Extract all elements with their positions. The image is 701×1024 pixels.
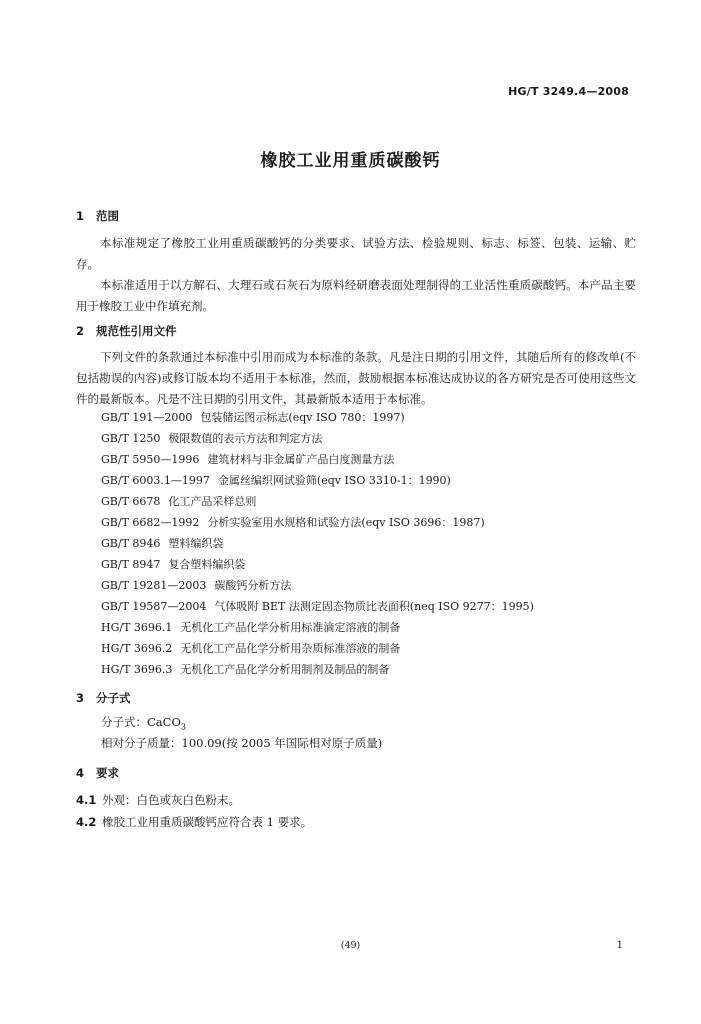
section-number: 3 [76,691,85,705]
scope-paragraph-2: 本标准适用于以方解石、大理石或石灰石为原料经研磨表面处理制得的工业活性重质碳酸钙。本产品主要用于橡胶工业中作填充剂。 [76,278,636,313]
reference-title: 建筑材料与非金属矿产品白度测量方法 [207,453,395,466]
clause-text: 外观：白色或灰白色粉末。 [102,793,240,807]
clause-number: 4.1 [76,793,97,807]
scope-paragraph-1: 本标准规定了橡胶工业用重质碳酸钙的分类要求、试验方法、检验规则、标志、标签、包装、运输、贮存。 [76,236,636,271]
reference-title: 极限数值的表示方法和判定方法 [168,432,323,445]
reference-title: 复合塑料编织袋 [168,558,246,571]
reference-item [101,472,451,488]
reference-title: 塑料编织袋 [168,537,224,550]
clause-number: 4.2 [76,815,97,829]
reference-item [101,556,245,572]
clause-text: 橡胶工业用重质碳酸钙应符合表 1 要求。 [102,815,313,829]
document-title: 橡胶工业用重质碳酸钙 [260,151,441,171]
reference-code: GB/T 6682—1992 [101,516,200,529]
reference-code: GB/T 19587—2004 [101,600,207,613]
page-number: 1 [616,940,623,951]
molecular-mass: 相对分子质量：100.09(按 2005 年国际相对原子质量) [101,736,383,750]
formula-text: 分子式：CaCO [101,715,181,729]
clause-4-2 [76,814,312,830]
reference-title: 无机化工产品化学分析用杂质标准溶液的制备 [180,642,401,655]
reference-item [101,619,400,635]
reference-code: GB/T 6678 [101,495,161,508]
reference-code: GB/T 8947 [101,558,161,571]
reference-item [101,535,223,551]
section-2-heading [76,323,177,339]
section-title: 规范性引用文件 [96,324,177,338]
section-title: 要求 [96,766,119,780]
reference-title: 无机化工产品化学分析用制剂及制品的制备 [180,663,390,676]
molecular-formula [101,714,186,731]
section-number: 1 [76,209,85,223]
reference-item [101,661,389,677]
reference-code: HG/T 3696.3 [101,663,173,676]
reference-title: 碳酸钙分析方法 [214,579,292,592]
section-title: 分子式 [96,691,131,705]
reference-code: HG/T 3696.2 [101,642,173,655]
reference-title: 包装储运图示标志(eqv ISO 780：1997) [200,411,405,424]
reference-item [101,514,485,530]
section-3-heading [76,690,131,706]
reference-code: GB/T 191—2000 [101,411,193,424]
section-number: 4 [76,766,85,780]
reference-title: 分析实验室用水规格和试验方法(eqv ISO 3696：1987) [207,516,485,529]
reference-title: 化工产品采样总则 [168,495,257,508]
standard-code: HG/T 3249.4—2008 [508,85,629,98]
footer-page-marker: (49) [340,940,361,951]
reference-title: 气体吸附 BET 法测定固态物质比表面积(neq ISO 9277：1995) [214,600,534,613]
section-1-heading [76,208,119,224]
reference-item [101,640,400,656]
reference-code: HG/T 3696.1 [101,621,173,634]
reference-item [101,451,394,467]
reference-title: 无机化工产品化学分析用标准滴定溶液的制备 [180,621,401,634]
formula-subscript: 3 [180,722,186,732]
reference-item [101,430,322,446]
section-number: 2 [76,324,85,338]
reference-code: GB/T 8946 [101,537,161,550]
reference-item [101,493,256,509]
normative-intro: 下列文件的条款通过本标准中引用而成为本标准的条款。凡是注日期的引用文件，其随后所有的修改单(不包括勘误的内容)或修订版本均不适用于本标准，然而，鼓励根据本标准达成协议的各方研究是否可使用这些文件的最新版本。凡是不注日期的引用文件，其最新版本适用于本标准。 [76,350,636,406]
reference-item [101,598,534,614]
reference-item [101,577,291,593]
reference-code: GB/T 1250 [101,432,161,445]
reference-item [101,409,405,425]
section-title: 范围 [96,209,119,223]
clause-4-1 [76,792,240,808]
reference-code: GB/T 5950—1996 [101,453,200,466]
section-4-heading [76,765,119,781]
reference-code: GB/T 19281—2003 [101,579,207,592]
reference-title: 金属丝编织网试验筛(eqv ISO 3310-1：1990) [217,474,451,487]
reference-code: GB/T 6003.1—1997 [101,474,210,487]
